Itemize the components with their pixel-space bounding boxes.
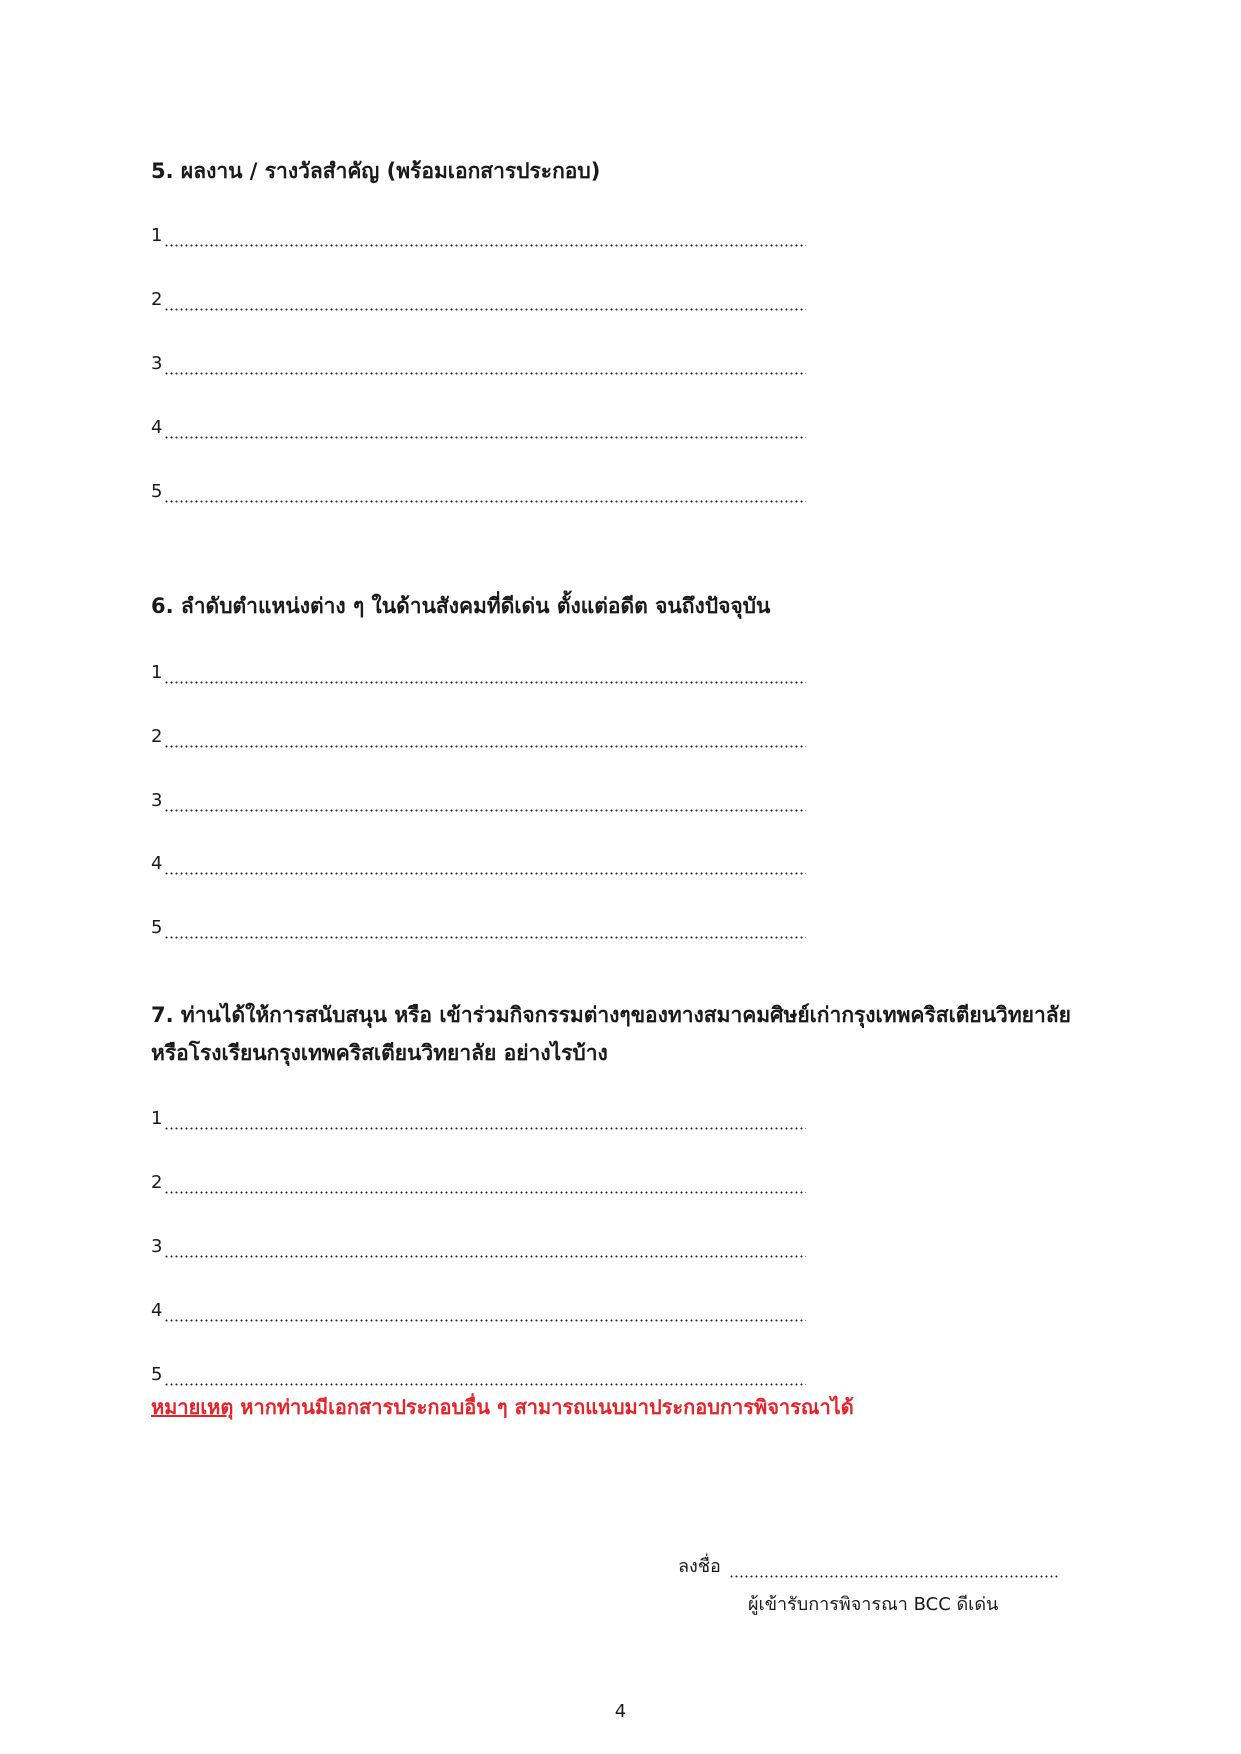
section-5-entry-2[interactable] [151,281,806,311]
section-6-heading-text: 6. ลำดับตำแหน่งต่าง ๆ ในด้านสังคมที่ดีเด่น ตั้งแต่อดีต จนถึงปัจจุบัน [151,594,771,618]
dotted-fill-line [164,353,806,375]
section-6-entry-3[interactable] [151,782,806,812]
section-6-heading [151,591,770,621]
signature-dotted-line [729,1556,1058,1578]
remark-label: หมายเหตุ [151,1395,234,1419]
entry-number: 3 [151,1236,163,1257]
section-5-entry-1[interactable] [151,217,806,247]
entry-number: 5 [151,917,163,938]
section-6-entry-1[interactable] [151,654,806,684]
dotted-fill-line [164,1364,806,1386]
section-5-heading [151,156,600,186]
dotted-fill-line [164,853,806,875]
dotted-fill-line [164,1108,806,1130]
entry-number: 3 [151,353,163,374]
entry-number: 5 [151,481,163,502]
entry-number: 1 [151,1108,163,1129]
page-number: 4 [614,1701,627,1722]
entry-number: 2 [151,1172,163,1193]
section-5-entry-4[interactable] [151,409,806,439]
section-7-entry-4[interactable] [151,1292,806,1322]
dotted-fill-line [164,726,806,748]
dotted-fill-line [164,225,806,247]
dotted-fill-line [164,917,806,939]
section-7-entry-1[interactable] [151,1100,806,1130]
dotted-fill-line [164,662,806,684]
dotted-fill-line [164,289,806,311]
section-6-entry-2[interactable] [151,718,806,748]
entry-number: 2 [151,289,163,310]
entry-number: 1 [151,662,163,683]
section-7-heading [151,1000,1101,1068]
section-7-heading-line-2: หรือโรงเรียนกรุงเทพคริสเตียนวิทยาลัย อย่างไรบ้าง [151,1041,608,1065]
entry-number: 4 [151,853,163,874]
section-7-heading-line-1: 7. ท่านได้ให้การสนับสนุน หรือ เข้าร่วมกิจกรรมต่างๆของทางสมาคมศิษย์เก่ากรุงเทพคริสเตียนวิทยาลัย [151,1003,1071,1027]
signer-caption: ผู้เข้ารับการพิจารณา BCC ดีเด่น [748,1594,999,1615]
entry-number: 5 [151,1364,163,1385]
section-5-entry-5[interactable] [151,473,806,503]
signature-field[interactable] [678,1548,1058,1578]
section-5-entry-3[interactable] [151,345,806,375]
dotted-fill-line [164,481,806,503]
remark-note [151,1392,854,1422]
remark-text: หากท่านมีเอกสารประกอบอื่น ๆ สามารถแนบมาประกอบการพิจารณาได้ [233,1395,854,1419]
section-7-entry-2[interactable] [151,1164,806,1194]
entry-number: 4 [151,1300,163,1321]
entry-number: 2 [151,726,163,747]
section-5-heading-text: 5. ผลงาน / รางวัลสำคัญ (พร้อมเอกสารประกอบ) [151,159,601,183]
dotted-fill-line [164,1300,806,1322]
section-6-entry-5[interactable] [151,909,806,939]
entry-number: 4 [151,417,163,438]
dotted-fill-line [164,790,806,812]
dotted-fill-line [164,1172,806,1194]
entry-number: 3 [151,790,163,811]
dotted-fill-line [164,417,806,439]
dotted-fill-line [164,1236,806,1258]
section-7-entry-3[interactable] [151,1228,806,1258]
entry-number: 1 [151,225,163,246]
section-7-entry-5[interactable] [151,1356,806,1386]
section-6-entry-4[interactable] [151,845,806,875]
signature-label: ลงชื่อ [678,1556,721,1577]
